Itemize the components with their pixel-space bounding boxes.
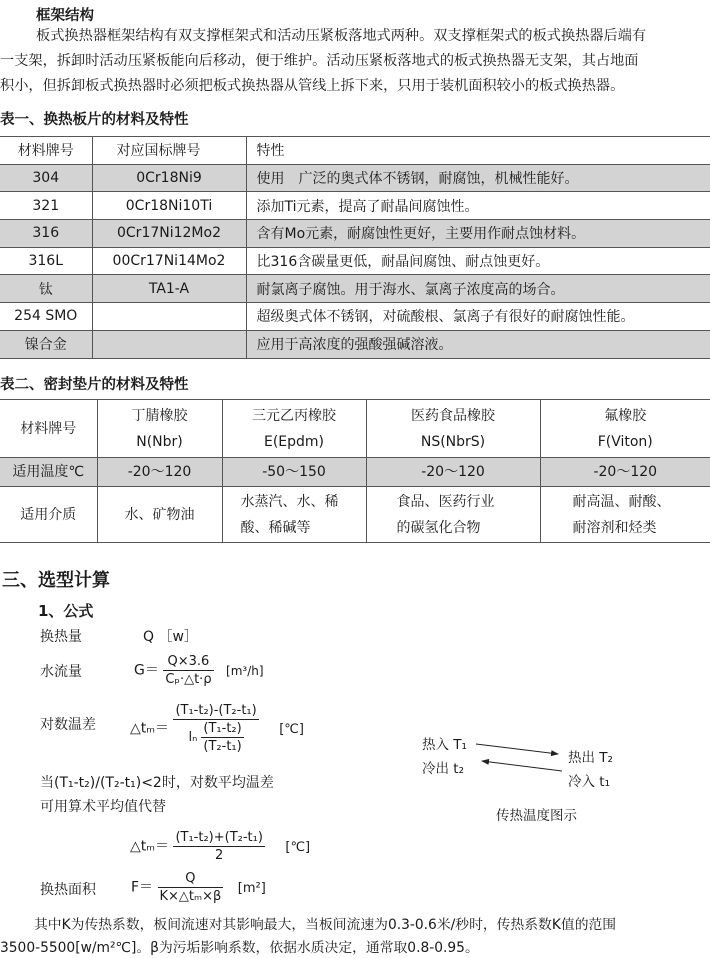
table-cell: 321 (0, 192, 92, 220)
table-cell: TA1-A (92, 275, 246, 303)
lmtd-inner-denominator: (T₂-t₁) (203, 739, 242, 754)
flow-formula (134, 653, 264, 688)
lmtd-inner-numerator: (T₁-t₂) (203, 721, 242, 736)
material-name: 医药食品橡胶 (411, 407, 495, 424)
amean-fraction (173, 829, 264, 864)
cold-out-label: 冷出 t₂ (422, 761, 464, 777)
area-formula (131, 870, 266, 905)
table-cell: 316 (0, 220, 92, 248)
table-cell: -50～150 (222, 458, 366, 487)
heat-formula: Q ［w］ (143, 629, 198, 645)
media-line: 酸、稀碱等 (240, 519, 311, 536)
table-cell (222, 487, 366, 543)
media-line: 食品、医药行业 (396, 493, 495, 510)
flow-numerator: Q×3.6 (163, 653, 213, 671)
flow-denominator: Cₚ·△t·ρ (165, 672, 212, 687)
table-header-cell (366, 400, 540, 458)
frame-paragraph-line: 一支架，拆卸时活动压紧板能向后移动，便于维护。活动压紧板落地式的板式换热器无支架，其占地面 (0, 53, 639, 69)
table-cell: 0Cr18Ni9 (92, 164, 246, 192)
table-cell: 254 SMO (0, 303, 92, 331)
table-cell (92, 330, 246, 358)
material-code: F(Viton) (597, 433, 653, 450)
table-row (0, 487, 710, 543)
gasket-material-table (0, 399, 710, 543)
table-header-cell (540, 400, 710, 458)
flow-unit: [m³/h] (226, 663, 264, 678)
area-unit: [m²] (237, 880, 266, 896)
table-cell: -20～120 (366, 458, 540, 487)
area-denominator: K×△tₘ×β (159, 889, 222, 904)
section3-title: 三、选型计算 (2, 570, 110, 591)
table-header-row (0, 137, 710, 165)
area-label: 换热面积 (40, 882, 96, 898)
area-lhs: F＝ (131, 879, 154, 896)
lmtd-inner-fraction (201, 720, 243, 755)
table-cell: 钛 (0, 275, 92, 303)
table-cell: 镍合金 (0, 330, 92, 358)
note-line: 其中K为传热系数，板间流速对其影响最大，当板间流速为0.3-0.6米/秒时，传热系数K值的范围 (34, 917, 617, 933)
table-cell: -20～120 (97, 458, 222, 487)
table-row (0, 247, 710, 275)
material-code: N(Nbr) (136, 433, 183, 450)
hot-flow-arrow (476, 744, 558, 754)
table-cell: 316L (0, 247, 92, 275)
media-line: 耐高温、耐酸、 (572, 493, 671, 510)
lmtd-fraction (173, 702, 258, 755)
table-row (0, 458, 710, 487)
table-row (0, 303, 710, 331)
table-cell: 00Cr17Ni14Mo2 (92, 247, 246, 275)
table-header-cell: 材料牌号 (0, 400, 97, 458)
condition-line: 可用算术平均值代替 (40, 799, 166, 815)
table-row (0, 192, 710, 220)
arithmetic-mean-formula (130, 829, 310, 864)
table-cell: 适用温度℃ (0, 458, 97, 487)
frame-title: 框架结构 (36, 8, 94, 24)
table-cell: 0Cr18Ni10Ti (92, 192, 246, 220)
material-code: NS(NbrS) (420, 433, 486, 450)
media-line: 水蒸汽、水、稀 (240, 493, 339, 510)
table-cell: 304 (0, 164, 92, 192)
lmtd-unit: [℃] (279, 721, 304, 737)
material-name: 氟橡胶 (604, 407, 647, 424)
hot-in-label: 热入 T₁ (422, 737, 467, 753)
amean-numerator: (T₁-t₂)+(T₂-t₁) (175, 830, 263, 845)
table-header-cell: 对应国标牌号 (92, 137, 246, 165)
flow-fraction (163, 653, 213, 688)
table-cell: 0Cr17Ni12Mo2 (92, 220, 246, 248)
table-cell: 使用 广泛的奥式体不锈钢，耐腐蚀，机械性能好。 (246, 164, 710, 192)
cold-in-label: 冷入 t₁ (568, 774, 610, 790)
table-row (0, 330, 710, 358)
note-line: 3500-5500[w/m²℃]。β为污垢影响系数，依据水质决定，通常取0.8-0.95。 (0, 940, 479, 956)
area-numerator: Q (158, 870, 224, 888)
table-cell: 比316含碳量更低，耐晶间腐蚀、耐点蚀更好。 (246, 247, 710, 275)
frame-paragraph-line: 板式换热器框架结构有双支撑框架式和活动压紧板落地式两种。双支撑框架式的板式换热器后端有 (36, 28, 647, 44)
table-cell: 添加Ti元素，提高了耐晶间腐蚀性。 (246, 192, 710, 220)
frame-paragraph-line: 积小，但拆卸板式换热器时必须把板式换热器从管线上拆下来，只用于装机面积较小的板式换热器。 (0, 78, 625, 94)
hot-out-label: 热出 T₂ (568, 750, 613, 766)
table-cell: 超级奥式体不锈钢，对硫酸根、氯离子有很好的耐腐蚀性能。 (246, 303, 710, 331)
table-header-cell (222, 400, 366, 458)
table-row (0, 275, 710, 303)
lmtd-lhs: △tₘ＝ (130, 720, 169, 737)
diagram-caption: 传热温度图示 (496, 808, 577, 824)
table-cell: 适用介质 (0, 487, 97, 543)
lmtd-label: 对数温差 (40, 717, 96, 733)
media-line: 的碳氢化合物 (396, 519, 481, 536)
table-cell: -20～120 (540, 458, 710, 487)
material-name: 丁腈橡胶 (131, 407, 188, 424)
lmtd-denominator (173, 720, 258, 755)
material-name: 三元乙丙橡胶 (252, 407, 336, 424)
media-line: 水、矿物油 (124, 506, 195, 523)
cold-flow-arrow (482, 761, 562, 771)
table1-title: 表一、换热板片的材料及特性 (0, 112, 189, 128)
area-fraction (158, 870, 224, 905)
amean-lhs: △tₘ＝ (130, 838, 169, 855)
table-header-cell (97, 400, 222, 458)
heat-label: 换热量 (40, 629, 82, 645)
table-cell (92, 303, 246, 331)
section3-subtitle: 1、公式 (38, 602, 94, 620)
lmtd-formula (130, 702, 304, 755)
condition-line: 当(T₁-t₂)/(T₂-t₁)<2时，对数平均温差 (40, 775, 274, 791)
table-cell: 含有Mo元素，耐腐蚀性更好，主要用作耐点蚀材料。 (246, 220, 710, 248)
table-row (0, 220, 710, 248)
table-header-cell: 特性 (246, 137, 710, 165)
table-cell: 耐氯离子腐蚀。用于海水、氯离子浓度高的场合。 (246, 275, 710, 303)
table-cell (97, 487, 222, 543)
table-cell (366, 487, 540, 543)
table-header-row (0, 400, 710, 458)
table-row (0, 164, 710, 192)
flow-label: 水流量 (40, 664, 82, 680)
ln-symbol: lₙ (188, 730, 198, 745)
lmtd-numerator: (T₁-t₂)-(T₂-t₁) (175, 703, 257, 718)
amean-denominator: 2 (215, 848, 224, 863)
material-code: E(Epdm) (263, 433, 325, 450)
table-header-cell: 材料牌号 (0, 137, 92, 165)
table2-title: 表二、密封垫片的材料及特性 (0, 377, 189, 393)
flow-lhs: G＝ (134, 662, 159, 679)
media-line: 耐溶剂和烃类 (572, 519, 657, 536)
amean-unit: [℃] (285, 839, 311, 855)
table-cell (540, 487, 710, 543)
table-cell: 应用于高浓度的强酸强碱溶液。 (246, 330, 710, 358)
plate-material-table (0, 136, 710, 359)
